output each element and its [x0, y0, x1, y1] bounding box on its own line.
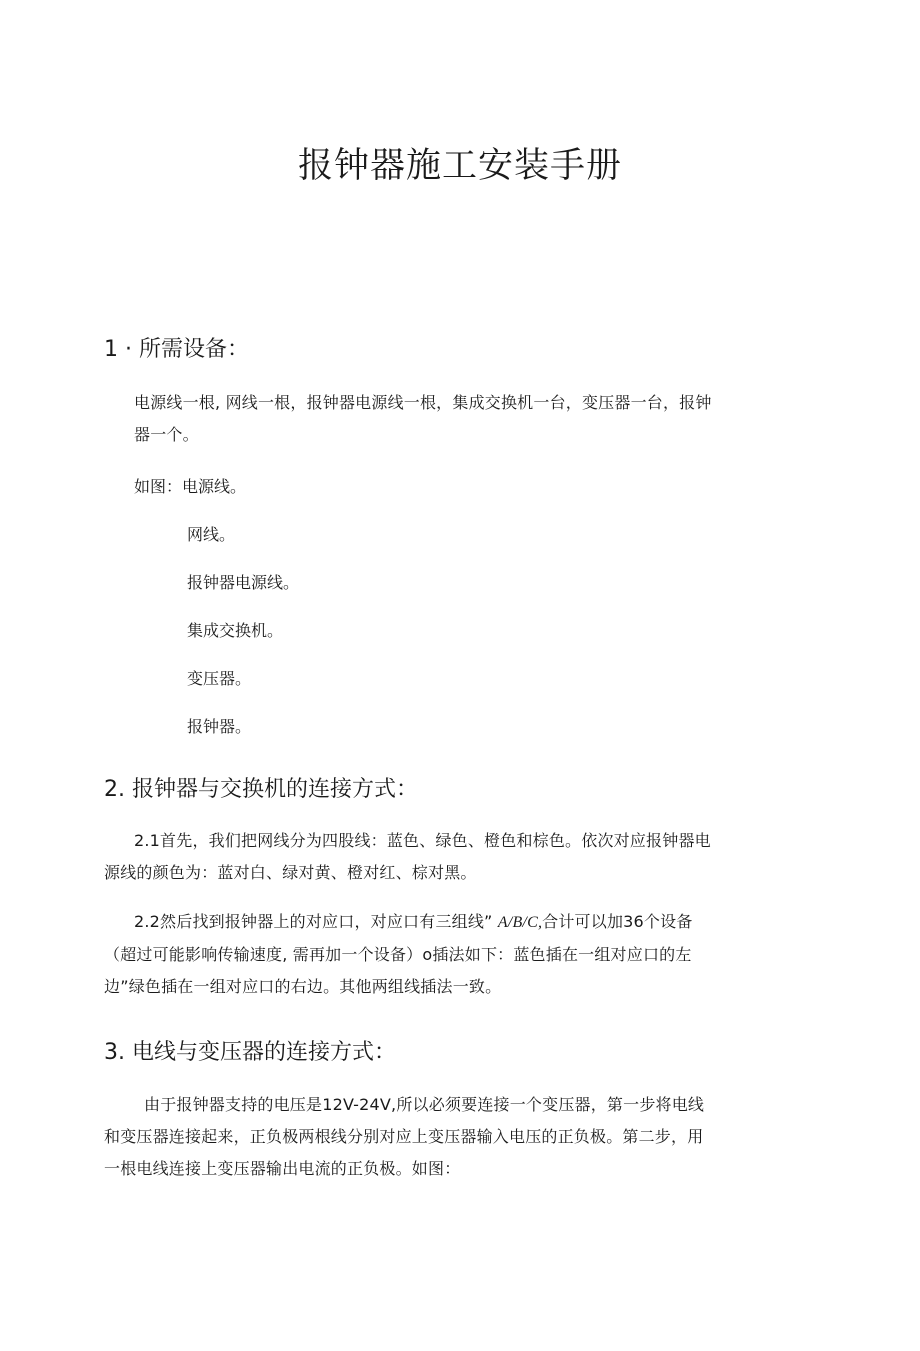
- section-3-heading: 3. 电线与变压器的连接方式：: [104, 1040, 396, 1065]
- section-1-heading: 1 · 所需设备：: [104, 337, 249, 362]
- section-2-paragraph-1-line-1: 2.1首先，我们把网线分为四股线：蓝色、绿色、橙色和棕色。依次对应报钟器电: [134, 831, 711, 850]
- section-3-paragraph-line-1: 由于报钟器支持的电压是12V-24V,所以必须要连接一个变压器，第一步将电线: [144, 1095, 705, 1114]
- section-2-paragraph-2-line-3: 边”绿色插在一组对应口的右边。其他两组线插法一致。: [104, 977, 502, 996]
- section-2-paragraph-2: [104, 906, 772, 1003]
- section-2-paragraph-2-text-a: 2.2然后找到报钟器上的对应口，对应口有三组线”: [134, 912, 493, 931]
- document-title: 报钟器施工安装手册: [297, 146, 622, 186]
- section-1-paragraph-line-2: 器一个。: [134, 425, 199, 444]
- equipment-item: 集成交换机。: [187, 621, 284, 640]
- section-3-paragraph-line-2: 和变压器连接起来，正负极两根线分别对应上变压器输入电压的正负极。第二步，用: [104, 1127, 704, 1146]
- equipment-item: 网线。: [187, 525, 236, 544]
- section-2-paragraph-2-line-2: （超过可能影响传输速度, 需再加一个设备）o插法如下：蓝色插在一组对应口的左: [104, 945, 692, 964]
- section-1-paragraph-line-1: 电源线一根, 网线一根，报钟器电源线一根，集成交换机一台，变压器一台，报钟: [134, 393, 712, 412]
- section-2-paragraph-1-line-2: 源线的颜色为：蓝对白、绿对黄、橙对红、棕对黑。: [104, 863, 477, 882]
- section-1-paragraph: [134, 387, 802, 451]
- section-3-paragraph: [104, 1089, 772, 1185]
- section-2-paragraph-2-line-1: [104, 906, 772, 939]
- section-3-paragraph-line-3: 一根电线连接上变压器输出电流的正负极。如图：: [104, 1159, 461, 1178]
- section-2-heading: 2. 报钟器与交换机的连接方式：: [104, 777, 418, 802]
- equipment-item: 变压器。: [187, 669, 252, 688]
- figure-intro: 如图：电源线。: [134, 477, 247, 496]
- equipment-item: 报钟器。: [187, 717, 252, 736]
- section-2-paragraph-1: [104, 825, 772, 889]
- equipment-item: 报钟器电源线。: [187, 573, 300, 592]
- port-groups-formula: A/B/C,: [497, 914, 543, 931]
- section-2-paragraph-2-text-b: 合计可以加36个设备: [542, 912, 693, 931]
